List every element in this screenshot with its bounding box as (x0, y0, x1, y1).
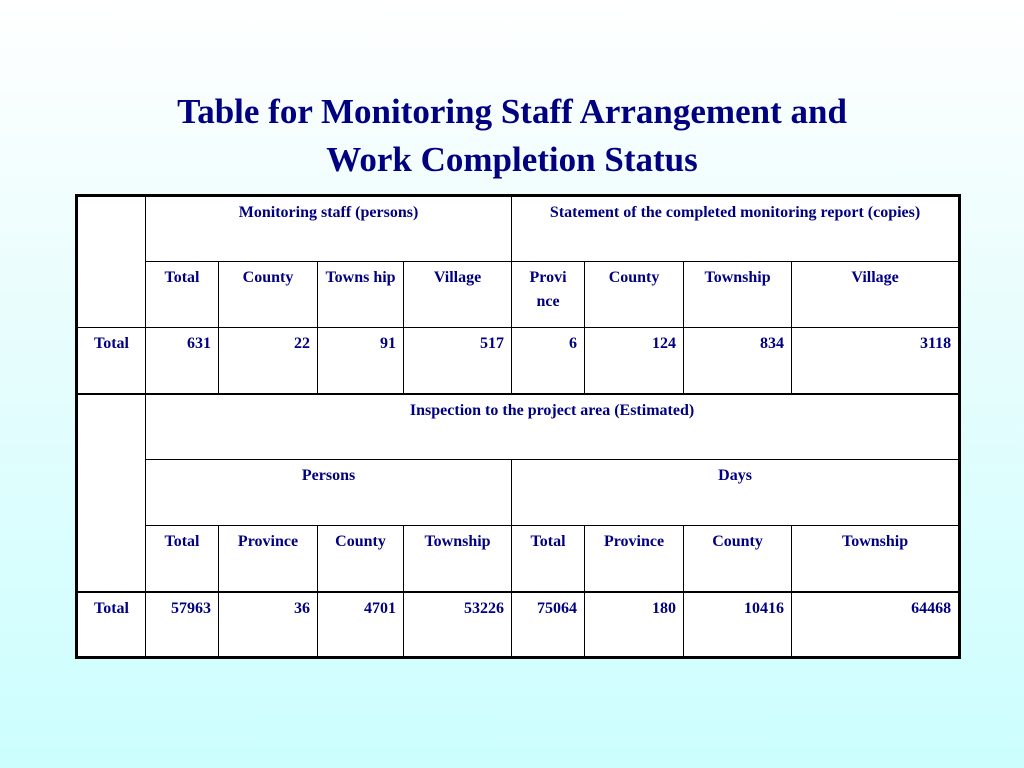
section1-total-row (77, 328, 960, 394)
value-cell: 36 (219, 592, 318, 658)
subheader-cell: Province (219, 526, 318, 592)
subheader-cell: Township (792, 526, 960, 592)
empty-label-cell (77, 394, 146, 592)
subheader-cell: Province (585, 526, 684, 592)
section2-group-row (77, 460, 960, 526)
value-cell: 180 (585, 592, 684, 658)
corner-cell (77, 196, 146, 328)
section1-header-row (77, 196, 960, 262)
value-cell: 64468 (792, 592, 960, 658)
value-cell: 4701 (318, 592, 404, 658)
value-cell: 75064 (512, 592, 585, 658)
inspection-header-cell: Inspection to the project area (Estimated) (146, 394, 960, 460)
value-cell: 10416 (684, 592, 792, 658)
subheader-cell: Village (404, 262, 512, 328)
subheader-cell: County (219, 262, 318, 328)
report-header-cell: Statement of the completed monitoring report (copies) (512, 196, 960, 262)
subheader-cell: Township (404, 526, 512, 592)
persons-header-cell: Persons (146, 460, 512, 526)
subheader-cell: Total (146, 526, 219, 592)
subheader-cell: Provi nce (512, 262, 585, 328)
days-header-cell: Days (512, 460, 960, 526)
value-cell: 3118 (792, 328, 960, 394)
value-cell: 22 (219, 328, 318, 394)
value-cell: 6 (512, 328, 585, 394)
subheader-cell: Total (512, 526, 585, 592)
subheader-cell: County (318, 526, 404, 592)
slide-title-line-1: Table for Monitoring Staff Arrangement and (177, 92, 847, 131)
value-cell: 91 (318, 328, 404, 394)
slide-title (0, 88, 1024, 184)
subheader-cell: Township (684, 262, 792, 328)
subheader-cell: Towns hip (318, 262, 404, 328)
section2-total-row (77, 592, 960, 658)
value-cell: 124 (585, 328, 684, 394)
row-label-cell: Total (77, 592, 146, 658)
value-cell: 517 (404, 328, 512, 394)
section2-header-row (77, 394, 960, 460)
value-cell: 631 (146, 328, 219, 394)
staff-header-cell: Monitoring staff (persons) (146, 196, 512, 262)
value-cell: 834 (684, 328, 792, 394)
monitoring-table (75, 194, 961, 659)
value-cell: 57963 (146, 592, 219, 658)
section2-subheader-row (77, 526, 960, 592)
slide-title-line-2: Work Completion Status (326, 140, 698, 179)
subheader-cell: County (585, 262, 684, 328)
value-cell: 53226 (404, 592, 512, 658)
subheader-cell: Village (792, 262, 960, 328)
subheader-cell: County (684, 526, 792, 592)
section1-subheader-row (77, 262, 960, 328)
subheader-cell: Total (146, 262, 219, 328)
row-label-cell: Total (77, 328, 146, 394)
